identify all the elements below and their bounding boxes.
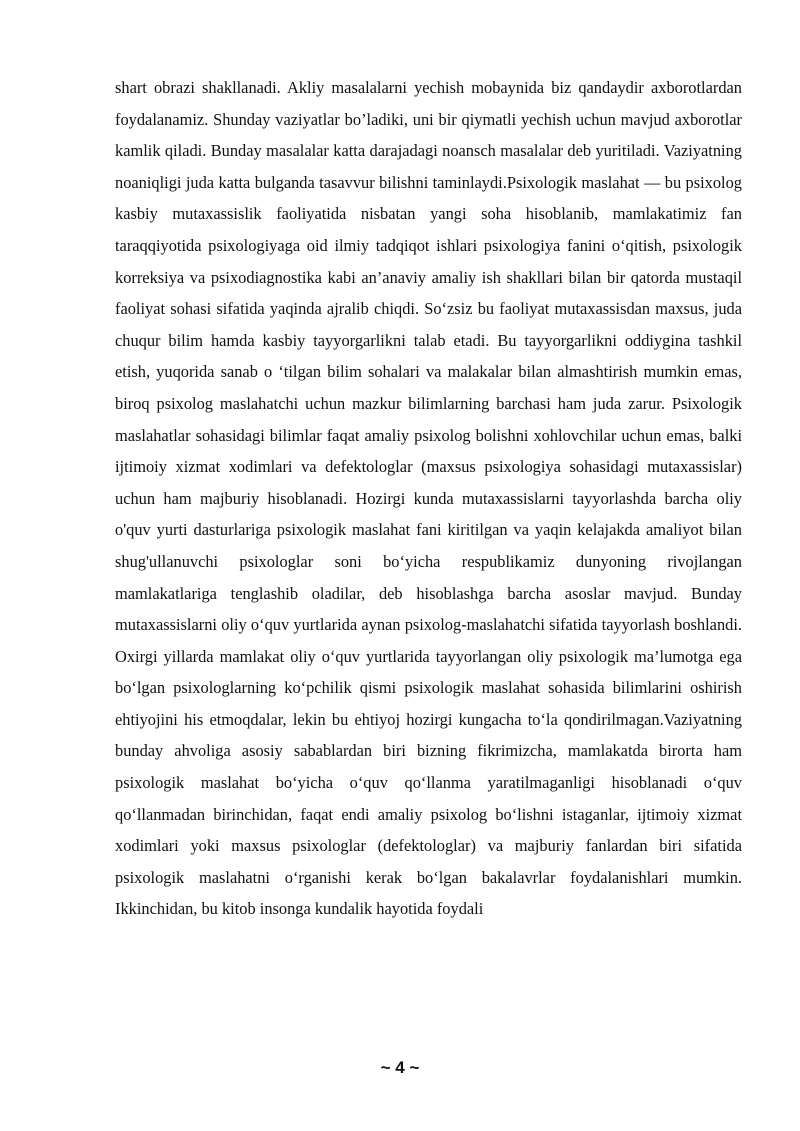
page-number: ~ 4 ~ <box>380 1058 420 1077</box>
body-paragraph: shart obrazi shakllanadi. Akliy masalalarni yechish mobaynida biz qandaydir axborotlardan foydalanamiz. Shunday vaziyatlar bo’ladiki, uni bir qiymatli yechish uchun mavjud axborotlar kamlik qiladi. Bunday masalalar katta darajadagi noansch masalalar deb yuritiladi. Vaziyatning noaniqligi juda katta bulganda tasavvur bilishni taminlaydi.Psixologik maslahat — bu psixolog kasbiy mutaxassislik faoliyatida nisbatan yangi soha hisoblanib, mamlakatimiz fan taraqqiyotida psixologiyaga oid ilmiy tadqiqot ishlari psixologiya fanini o‘qitish, psixologik korreksiya va psixodiagnostika kabi an’anaviy amaliy ish shakllari bilan bir qatorda mustaqil faoliyat sohasi sifatida yaqinda ajralib chiqdi. So‘zsiz bu faoliyat mutaxassisdan maxsus, juda chuqur bilim hamda kasbiy tayyorgarlikni talab etadi. Bu tayyorgarlikni oddiygina tashkil etish, yuqorida sanab o ‘tilgan bilim sohalari va malakalar bilan almashtirish mumkin emas, biroq psixolog maslahatchi uchun mazkur bilimlarning barchasi ham juda zarur. Psixologik maslahatlar sohasidagi bilimlar faqat amaliy psixolog bolishni xohlovchilar uchun emas, balki ijtimoiy xizmat xodimlari va defektologlar (maxsus psixologiya sohasidagi mutaxassislar) uchun ham majburiy hisoblanadi. Hozirgi kunda mutaxassislarni tayyorlashda barcha oliy o'quv yurti dasturlariga psixologik maslahat fani kiritilgan va yaqin kelajakda amaliyot bilan shug'ullanuvchi psixologlar soni bo‘yicha respublikamiz dunyoning rivojlangan mamlakatlariga tenglashib oladilar, deb hisoblashga barcha asoslar mavjud. Bunday mutaxassislarni oliy o‘quv yurtlarida aynan psixolog-maslahatchi sifatida tayyorlash boshlandi. Oxirgi yillarda mamlakat oliy o‘quv yurtlarida tayyorlangan oliy psixologik ma’lumotga ega bo‘lgan psixologlarning ko‘pchilik qismi psixologik maslahat sohasida bilimlarini oshirish ehtiyojini his etmoqdalar, lekin bu ehtiyoj hozirgi kungacha to‘la qondirilmagan.Vaziyatning bunday ahvoliga asosiy sabablardan biri bizning fikrimizcha, mamlakatda birorta ham psixologik maslahat bo‘yicha o‘quv qo‘llanma yaratilmaganligi hisoblanadi o‘quv qo‘llanmadan birinchidan, faqat endi amaliy psixolog bo‘lishni istaganlar, ijtimoiy xizmat xodimlari yoki maxsus psixologlar (defektologlar) va majburiy fanlardan biri sifatida psixologik maslahatni o‘rganishi kerak bo‘lgan bakalavrlar foydalanishlari mumkin. Ikkinchidan, bu kitob insonga kundalik hayotida foydali <box>115 78 742 919</box>
